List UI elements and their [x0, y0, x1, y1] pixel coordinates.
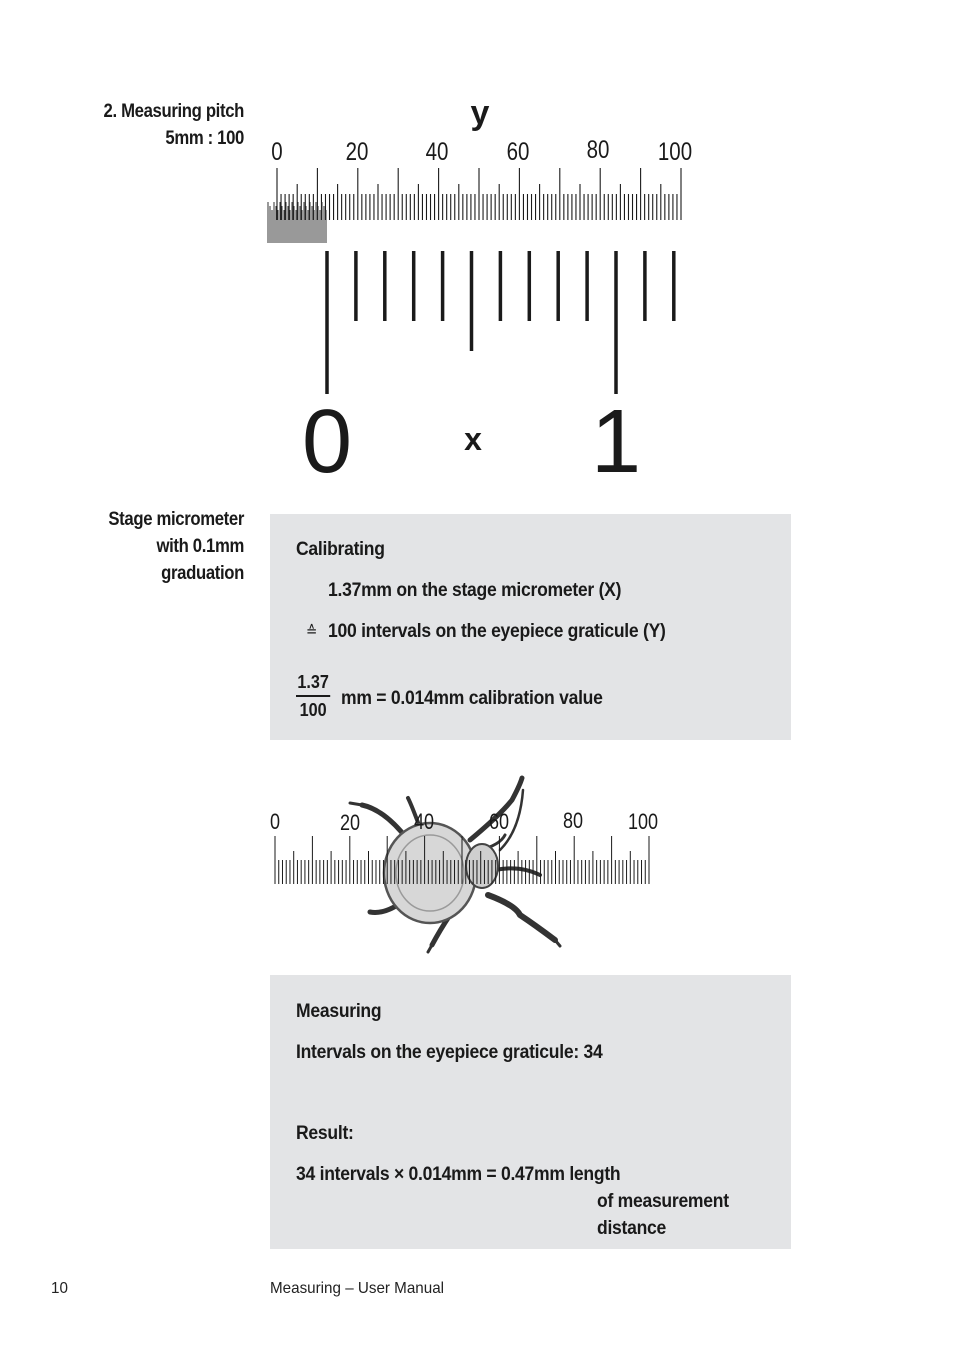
measure-label-20: 20 [339, 811, 361, 836]
result-title: Result: [296, 1122, 354, 1144]
graticule-ticks [268, 168, 681, 243]
page-number: 10 [51, 1280, 68, 1297]
measure-graticule-ticks [275, 836, 649, 884]
measure-label-100: 100 [627, 810, 659, 835]
axis-label-y: y [470, 94, 490, 132]
stage-label-line1: Stage micrometer [108, 509, 244, 530]
fraction-numerator: 1.37 [296, 672, 330, 697]
calibration-result: mm = 0.014mm calibration value [341, 687, 603, 709]
stage-label-line2: with 0.1mm [156, 536, 244, 557]
micrometer-label-1: 1 [590, 392, 642, 492]
measure-label-60: 60 [488, 810, 510, 835]
graticule-label-0: 0 [271, 137, 283, 166]
measure-label-80: 80 [562, 809, 584, 834]
calibration-fraction [296, 672, 330, 721]
measuring-title: Measuring [296, 1000, 382, 1022]
insect-head [466, 844, 498, 888]
stage-label-line3: graduation [161, 563, 244, 584]
calibrating-box [270, 514, 791, 740]
measuring-intervals: Intervals on the eyepiece graticule: 34 [296, 1041, 603, 1063]
fraction-denominator: 100 [299, 700, 327, 720]
section-pitch: 5mm : 100 [165, 128, 244, 149]
graticule-label-100: 100 [657, 137, 693, 166]
measuring-box [270, 975, 791, 1249]
corresponds-symbol: ≙ [306, 623, 318, 640]
result-line2: of measurement [597, 1190, 729, 1212]
graticule-label-60: 60 [506, 137, 530, 166]
measure-label-40: 40 [413, 810, 435, 835]
micrometer-label-0: 0 [301, 392, 353, 492]
stage-micrometer-label [64, 506, 244, 587]
stage-micrometer-lines [327, 251, 674, 394]
result-line3: distance [597, 1217, 667, 1239]
graticule-label-40: 40 [425, 137, 449, 166]
measure-label-0: 0 [269, 810, 281, 835]
calibrating-line1: 1.37mm on the stage micrometer (X) [328, 579, 622, 601]
result-line1: 34 intervals × 0.014mm = 0.47mm length [296, 1163, 621, 1185]
calibrating-title: Calibrating [296, 538, 385, 560]
measuring-diagram [0, 760, 954, 960]
calibration-diagram [0, 0, 954, 500]
footer-title: Measuring – User Manual [270, 1280, 445, 1297]
axis-label-x: x [464, 421, 482, 457]
calibrating-line2: 100 intervals on the eyepiece graticule (Y) [328, 620, 666, 642]
section-title: 2. Measuring pitch [103, 101, 244, 122]
graticule-label-80: 80 [586, 135, 610, 164]
graticule-label-20: 20 [345, 137, 369, 166]
